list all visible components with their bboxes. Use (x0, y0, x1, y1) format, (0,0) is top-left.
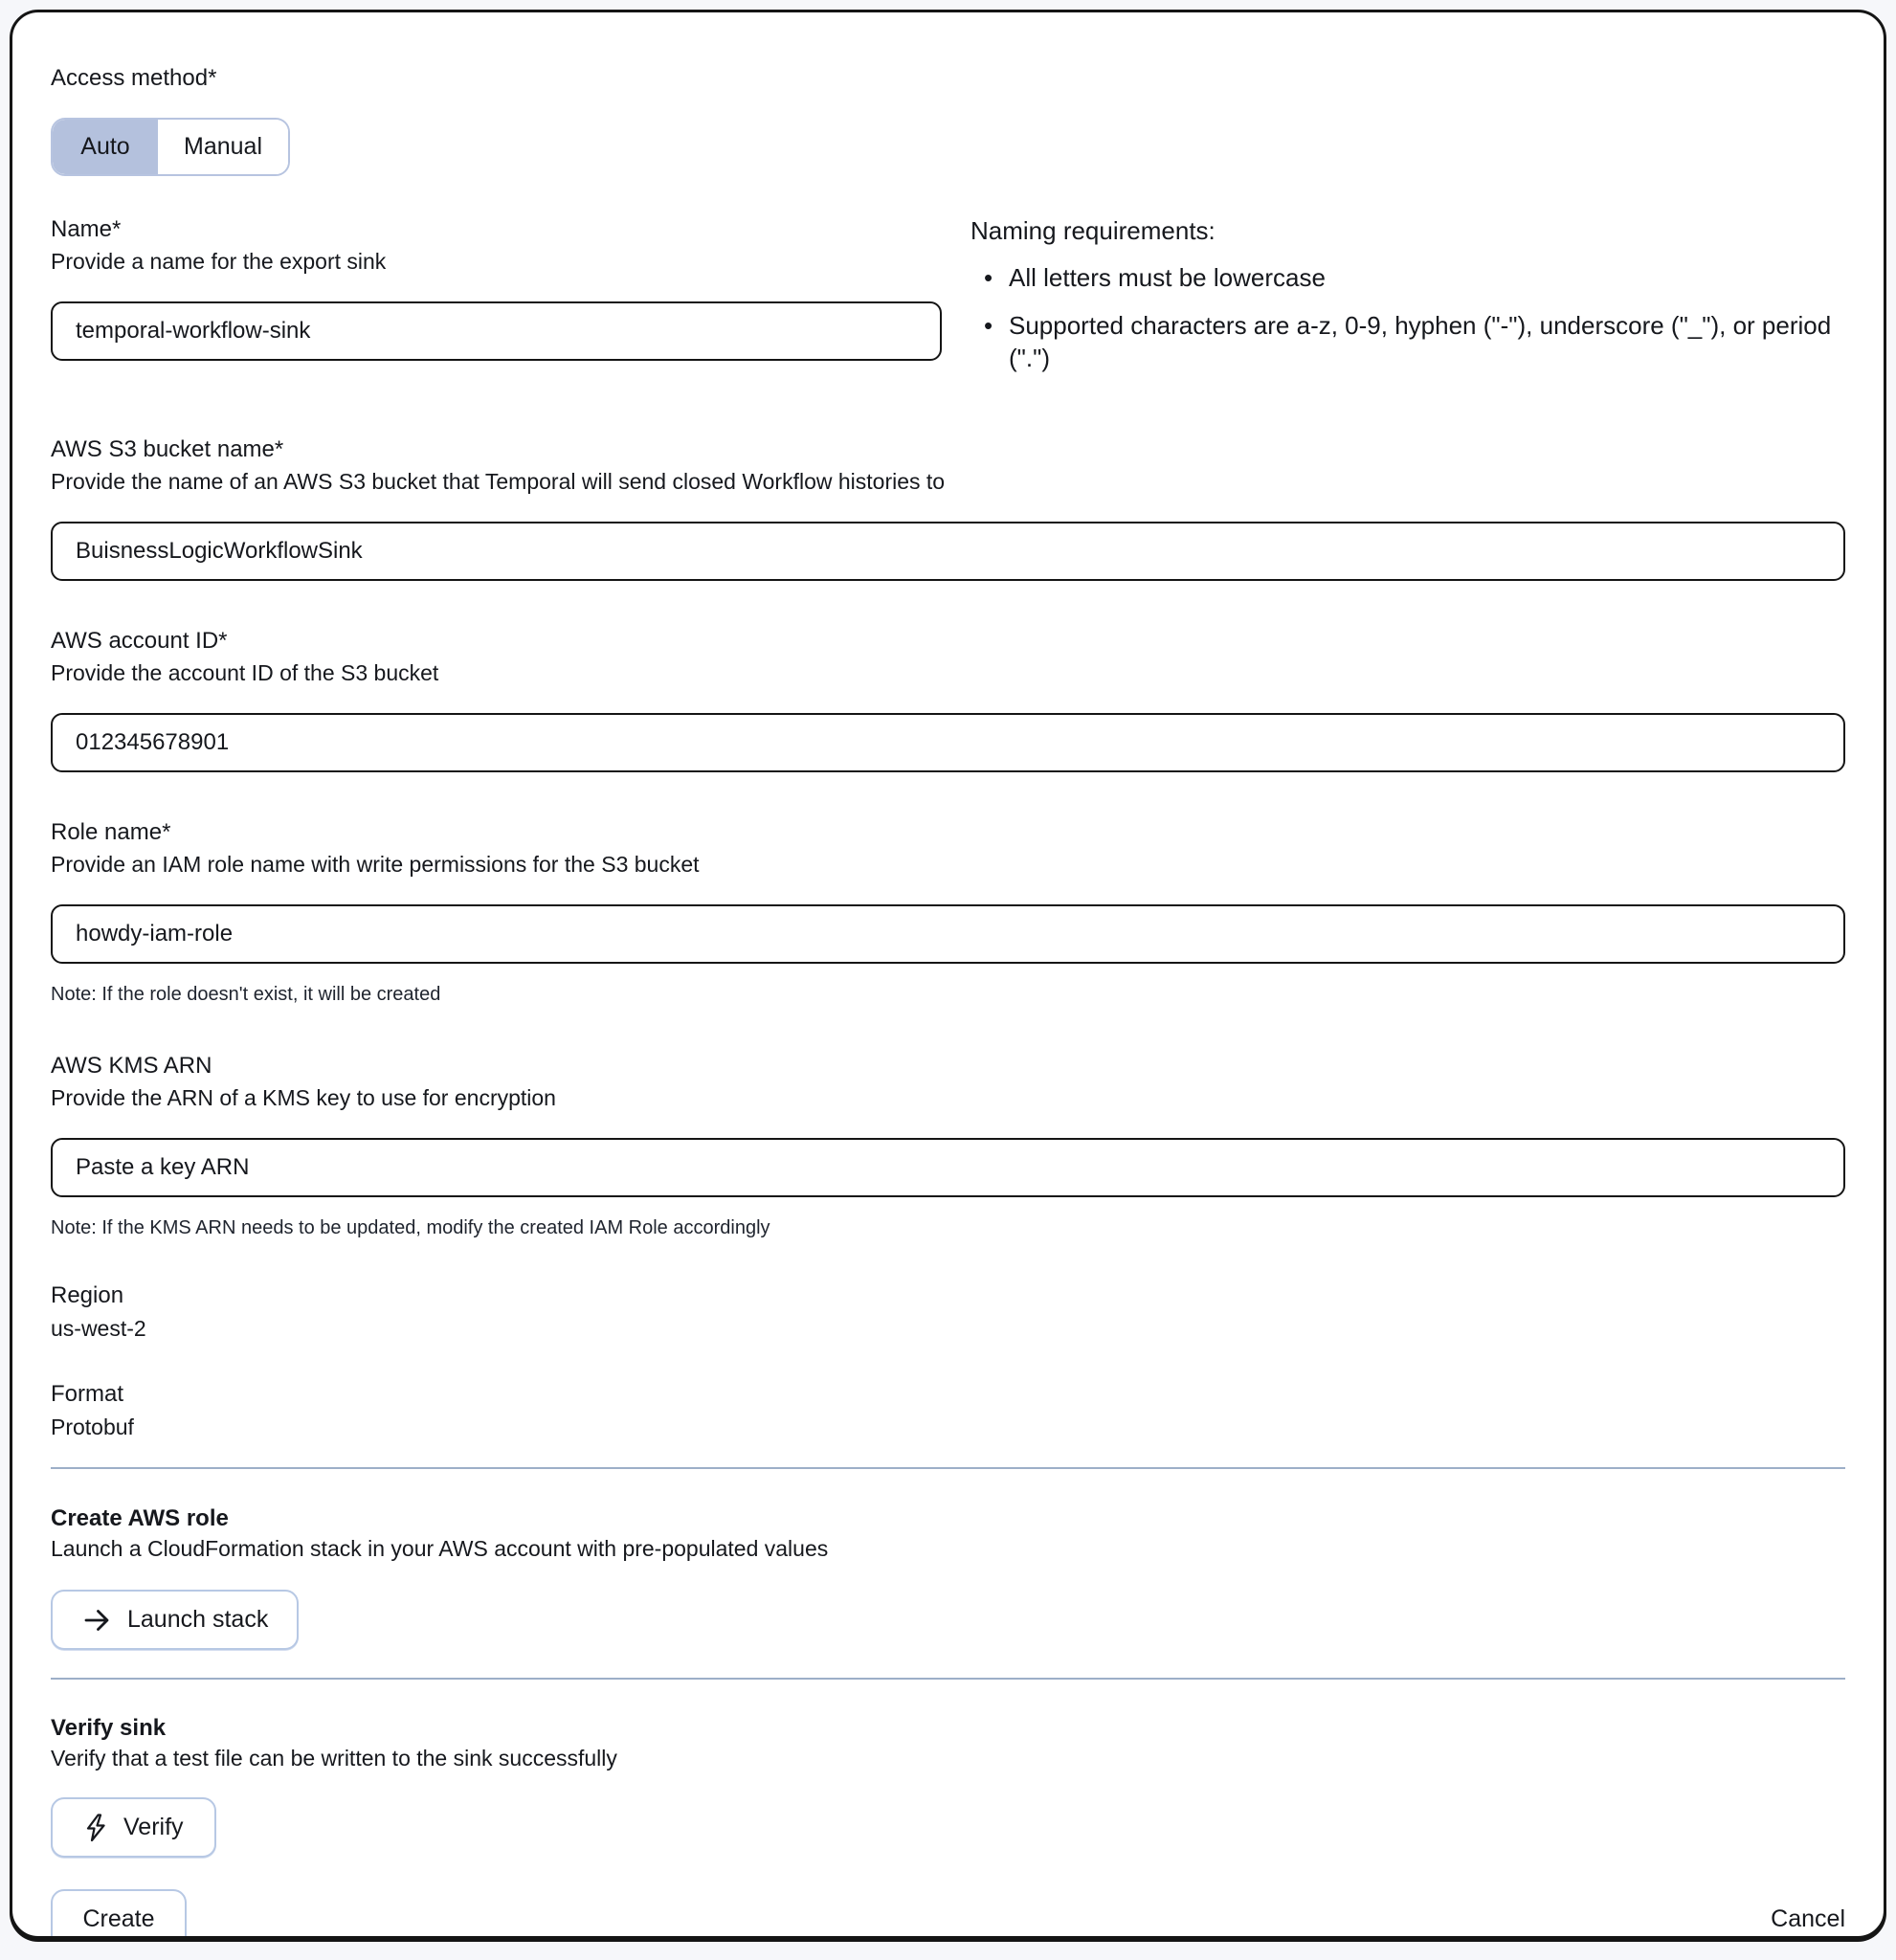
kms-arn-note: Note: If the KMS ARN needs to be updated, modify the created IAM Role accordingly (51, 1217, 770, 1238)
create-button[interactable]: Create (51, 1889, 187, 1939)
role-name-field (51, 818, 1845, 1006)
export-sink-form-card (10, 10, 1886, 1939)
access-method-option-auto[interactable]: Auto (53, 120, 158, 174)
bucket-label: AWS S3 bucket name* (51, 436, 284, 462)
verify-sink-section (51, 1714, 1845, 1858)
name-description: Provide a name for the export sink (51, 249, 387, 274)
bucket-field (51, 435, 1845, 581)
verify-sink-description: Verify that a test file can be written to the sink successfully (51, 1746, 617, 1771)
kms-arn-input[interactable] (51, 1138, 1845, 1197)
verify-button[interactable] (51, 1797, 216, 1858)
kms-arn-description: Provide the ARN of a KMS key to use for encryption (51, 1085, 556, 1110)
access-method-option-manual[interactable]: Manual (158, 120, 288, 174)
verify-sink-title: Verify sink (51, 1715, 167, 1741)
account-id-input[interactable] (51, 713, 1845, 772)
launch-stack-button[interactable] (51, 1590, 299, 1650)
access-method-label: Access method* (51, 65, 217, 91)
name-field (51, 215, 942, 390)
create-aws-role-section (51, 1504, 1845, 1650)
region-value: us-west-2 (51, 1316, 146, 1341)
section-divider (51, 1678, 1845, 1680)
form-footer (51, 1889, 1845, 1939)
format-field (51, 1380, 1845, 1440)
launch-stack-button-label: Launch stack (127, 1606, 269, 1633)
kms-arn-field (51, 1052, 1845, 1239)
bucket-description: Provide the name of an AWS S3 bucket that Temporal will send closed Workflow histories to (51, 469, 946, 494)
create-aws-role-title: Create AWS role (51, 1505, 229, 1531)
naming-requirements-list (984, 261, 1845, 374)
arrow-right-icon (81, 1605, 112, 1636)
bucket-input[interactable] (51, 522, 1845, 581)
role-name-note: Note: If the role doesn't exist, it will be created (51, 984, 441, 1005)
account-id-field (51, 627, 1845, 772)
format-label: Format (51, 1381, 124, 1407)
format-value: Protobuf (51, 1414, 134, 1439)
name-label: Name* (51, 216, 122, 242)
kms-arn-label: AWS KMS ARN (51, 1053, 212, 1079)
role-name-description: Provide an IAM role name with write permissions for the S3 bucket (51, 852, 700, 877)
region-field (51, 1281, 1845, 1342)
role-name-input[interactable] (51, 904, 1845, 964)
account-id-description: Provide the account ID of the S3 bucket (51, 660, 439, 685)
verify-button-label: Verify (123, 1814, 184, 1840)
naming-requirement-item: • Supported characters are a-z, 0-9, hyphen ("-"), underscore ("_"), or period (".") (984, 309, 1845, 374)
cancel-button[interactable]: Cancel (1771, 1905, 1845, 1932)
create-aws-role-description: Launch a CloudFormation stack in your AWS account with pre-populated values (51, 1536, 829, 1561)
naming-requirements-title: Naming requirements: (970, 216, 1216, 245)
name-and-requirements-row (51, 215, 1845, 390)
name-input[interactable] (51, 301, 942, 361)
account-id-label: AWS account ID* (51, 628, 228, 654)
region-label: Region (51, 1282, 124, 1308)
section-divider (51, 1467, 1845, 1469)
naming-requirement-item: • All letters must be lowercase (984, 261, 1845, 294)
lightning-icon (83, 1813, 108, 1843)
access-method-toggle (51, 118, 290, 176)
naming-requirements (970, 215, 1845, 390)
role-name-label: Role name* (51, 819, 171, 845)
